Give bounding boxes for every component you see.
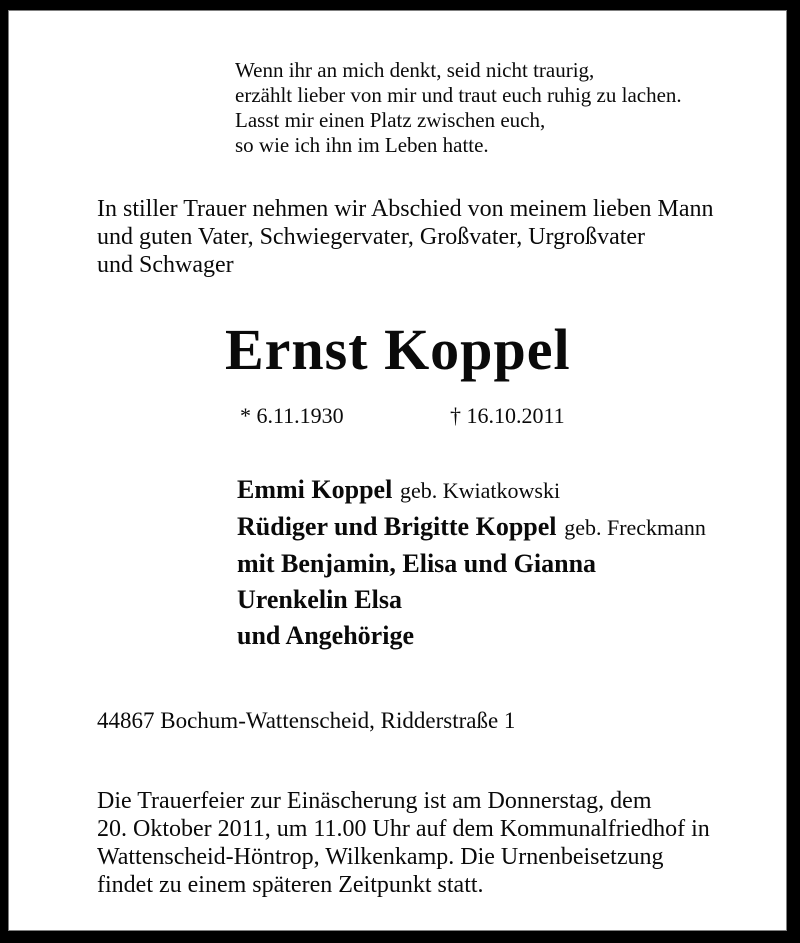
poem-line: Lasst mir einen Platz zwischen euch, — [235, 108, 546, 132]
mourner-line — [237, 509, 706, 546]
mourning-intro — [97, 195, 714, 279]
obituary-page — [8, 10, 787, 931]
deceased-name: Ernst Koppel — [225, 317, 571, 382]
mourner-name: Urenkelin Elsa — [237, 585, 402, 614]
mourners-list — [237, 472, 706, 654]
intro-line: In stiller Trauer nehmen wir Abschied von meinem lieben Mann — [97, 196, 714, 222]
funeral-line: Wattenscheid-Höntrop, Wilkenkamp. Die Urnenbeisetzung — [97, 844, 664, 870]
maiden-name: geb. Freckmann — [564, 515, 706, 540]
mourner-line — [237, 582, 706, 618]
funeral-line: Die Trauerfeier zur Einäscherung ist am Donnerstag, dem — [97, 788, 652, 814]
poem-line: Wenn ihr an mich denkt, seid nicht traurig, — [235, 58, 595, 82]
funeral-line: 20. Oktober 2011, um 11.00 Uhr auf dem Kommunalfriedhof in — [97, 816, 710, 842]
poem-line: erzählt lieber von mir und traut euch ruhig zu lachen. — [235, 83, 682, 107]
mourner-line — [237, 618, 706, 654]
mourner-line — [237, 472, 706, 509]
memorial-poem — [235, 58, 682, 158]
intro-line: und guten Vater, Schwiegervater, Großvater, Urgroßvater — [97, 224, 646, 250]
mourner-name: mit Benjamin, Elisa und Gianna — [237, 549, 597, 578]
birth-date: * 6.11.1930 — [240, 403, 344, 428]
funeral-info — [97, 787, 710, 899]
address-line: 44867 Bochum-Wattenscheid, Ridderstraße 1 — [97, 708, 516, 733]
mourner-line — [237, 546, 706, 582]
mourner-name: Emmi Koppel — [237, 475, 393, 504]
poem-line: so wie ich ihn im Leben hatte. — [235, 133, 489, 157]
funeral-line: findet zu einem späteren Zeitpunkt statt. — [97, 872, 484, 898]
maiden-name: geb. Kwiatkowski — [399, 478, 561, 503]
mourner-name: und Angehörige — [237, 621, 414, 650]
death-date: † 16.10.2011 — [450, 403, 565, 428]
intro-line: und Schwager — [97, 252, 234, 278]
mourner-name: Rüdiger und Brigitte Koppel — [237, 512, 557, 541]
